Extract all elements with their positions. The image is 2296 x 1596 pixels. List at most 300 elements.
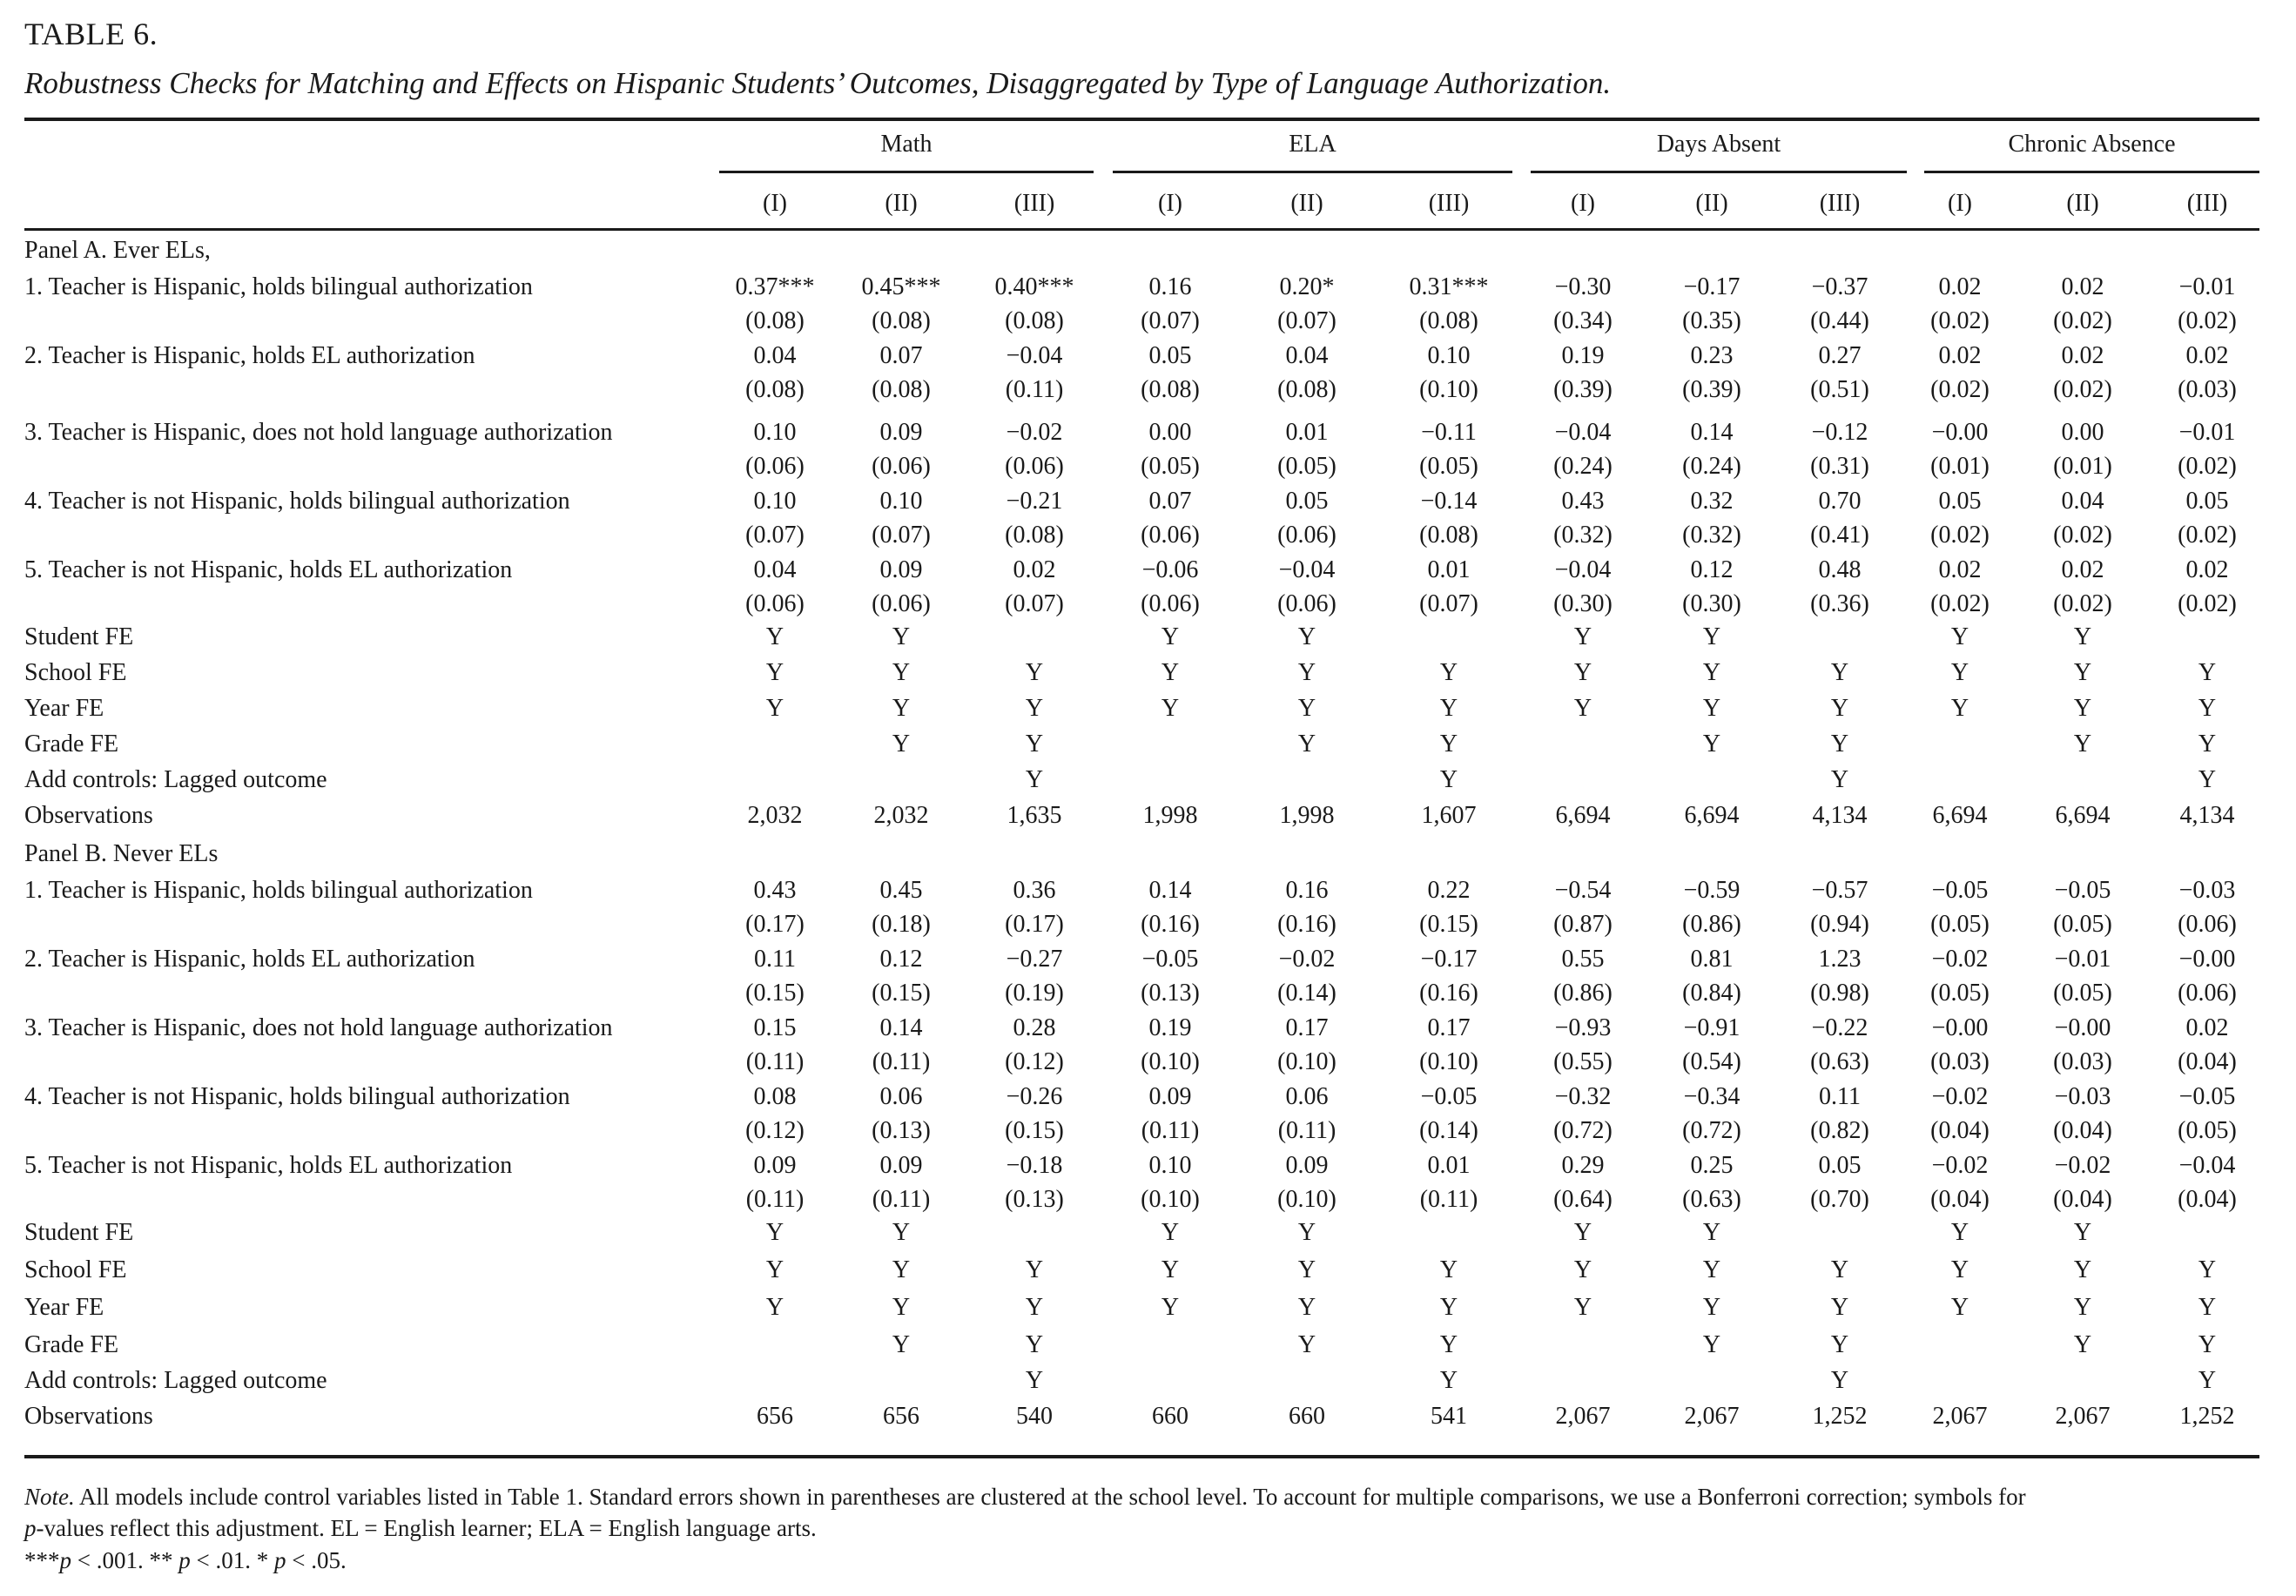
std-error-cell: (0.04) xyxy=(2053,1186,2112,1213)
spec-indicator-cell: Y xyxy=(1573,1256,1592,1283)
std-error-cell: (0.08) xyxy=(745,376,805,403)
spec-indicator-cell: Y xyxy=(765,1256,784,1283)
spec-indicator-cell: Y xyxy=(892,694,911,722)
std-error-cell: (0.10) xyxy=(1277,1048,1337,1075)
std-error-cell: (0.06) xyxy=(872,590,931,617)
std-error-cell: (0.32) xyxy=(1553,522,1613,549)
coefficient-cell: 0.01 xyxy=(1285,418,1329,446)
coefficient-cell: −0.02 xyxy=(1931,945,1989,973)
observations-cell: 540 xyxy=(1016,1402,1053,1430)
spec-indicator-cell: Y xyxy=(765,694,784,722)
coefficient-cell: 0.20* xyxy=(1279,273,1335,300)
coefficient-cell: 0.11 xyxy=(754,945,796,973)
column-group-ela: ELA xyxy=(1289,131,1337,158)
spec-indicator-cell: Y xyxy=(1297,1256,1316,1283)
coefficient-cell: −0.01 xyxy=(2178,418,2236,446)
note-line-2 xyxy=(24,1515,817,1542)
std-error-cell: (0.10) xyxy=(1141,1048,1200,1075)
spec-indicator-cell: Y xyxy=(1573,1218,1592,1246)
std-error-cell: (0.02) xyxy=(2053,376,2112,403)
column-group-underline xyxy=(719,171,1094,173)
column-header: (III) xyxy=(1013,190,1055,217)
coefficient-cell: 0.09 xyxy=(879,1151,923,1179)
coefficient-cell: 0.04 xyxy=(1285,341,1329,369)
column-group-math: Math xyxy=(880,131,933,158)
coefficient-cell: 0.02 xyxy=(2061,273,2104,300)
std-error-cell: (0.11) xyxy=(1005,376,1064,403)
coefficient-cell: −0.04 xyxy=(1006,341,1063,369)
spec-indicator-cell: Y xyxy=(1573,1293,1592,1321)
observations-cell: 2,067 xyxy=(2055,1402,2111,1430)
row-label: 1. Teacher is Hispanic, holds bilingual authorization xyxy=(24,273,533,300)
coefficient-cell: 0.10 xyxy=(1427,341,1471,369)
spec-indicator-cell: Y xyxy=(2198,765,2217,793)
spec-indicator-cell: Y xyxy=(1439,1256,1458,1283)
spec-indicator-cell: Y xyxy=(2073,1293,2092,1321)
std-error-cell: (0.15) xyxy=(1005,1117,1064,1144)
spec-label: Grade FE xyxy=(24,730,119,758)
spec-indicator-cell: Y xyxy=(1297,1218,1316,1246)
std-error-cell: (0.39) xyxy=(1682,376,1741,403)
std-error-cell: (0.07) xyxy=(1141,307,1200,334)
std-error-cell: (0.04) xyxy=(2053,1117,2112,1144)
spec-indicator-cell: Y xyxy=(1439,694,1458,722)
coefficient-cell: −0.17 xyxy=(1420,945,1478,973)
std-error-cell: (0.11) xyxy=(1277,1117,1337,1144)
coefficient-cell: −0.57 xyxy=(1811,876,1868,904)
coefficient-cell: 0.02 xyxy=(1013,556,1056,583)
observations-cell: 6,694 xyxy=(1932,801,1988,829)
coefficient-cell: 0.45 xyxy=(879,876,923,904)
std-error-cell: (0.13) xyxy=(872,1117,931,1144)
spec-indicator-cell: Y xyxy=(2198,730,2217,758)
coefficient-cell: 0.31*** xyxy=(1409,273,1489,300)
spec-indicator-cell: Y xyxy=(1950,1256,1969,1283)
observations-cell: 660 xyxy=(1289,1402,1325,1430)
std-error-cell: (0.06) xyxy=(872,453,931,480)
std-error-cell: (0.05) xyxy=(1930,980,1990,1007)
spec-indicator-cell: Y xyxy=(765,1218,784,1246)
std-error-cell: (0.02) xyxy=(2178,522,2237,549)
coefficient-cell: 0.43 xyxy=(1561,487,1605,515)
coefficient-cell: −0.01 xyxy=(2054,945,2111,973)
std-error-cell: (0.02) xyxy=(2178,590,2237,617)
coefficient-cell: 0.43 xyxy=(753,876,797,904)
observations-cell: 6,694 xyxy=(1555,801,1611,829)
coefficient-cell: −0.37 xyxy=(1811,273,1868,300)
std-error-cell: (0.05) xyxy=(1277,453,1337,480)
spec-indicator-cell: Y xyxy=(765,658,784,686)
std-error-cell: (0.44) xyxy=(1810,307,1869,334)
spec-indicator-cell: Y xyxy=(1702,1218,1721,1246)
spec-indicator-cell: Y xyxy=(1297,730,1316,758)
std-error-cell: (0.01) xyxy=(2053,453,2112,480)
observations-cell: 2,032 xyxy=(747,801,803,829)
column-header: (II) xyxy=(1695,190,1728,217)
row-label: 2. Teacher is Hispanic, holds EL authorization xyxy=(24,945,475,973)
coefficient-cell: −0.12 xyxy=(1811,418,1868,446)
coefficient-cell: 0.02 xyxy=(2185,556,2229,583)
column-header: (I) xyxy=(1948,190,1972,217)
std-error-cell: (0.04) xyxy=(1930,1186,1990,1213)
spec-indicator-cell: Y xyxy=(1297,1330,1316,1358)
std-error-cell: (0.15) xyxy=(872,980,931,1007)
coefficient-cell: −0.03 xyxy=(2178,876,2236,904)
std-error-cell: (0.04) xyxy=(2178,1186,2237,1213)
coefficient-cell: 0.27 xyxy=(1818,341,1862,369)
observations-cell: 4,134 xyxy=(2179,801,2235,829)
std-error-cell: (0.06) xyxy=(1141,590,1200,617)
coefficient-cell: −0.02 xyxy=(2054,1151,2111,1179)
std-error-cell: (0.19) xyxy=(1005,980,1064,1007)
std-error-cell: (0.63) xyxy=(1682,1186,1741,1213)
std-error-cell: (0.06) xyxy=(1141,522,1200,549)
coefficient-cell: 0.00 xyxy=(2061,418,2104,446)
std-error-cell: (0.31) xyxy=(1810,453,1869,480)
spec-label: Add controls: Lagged outcome xyxy=(24,765,327,793)
std-error-cell: (0.03) xyxy=(2178,376,2237,403)
spec-indicator-cell: Y xyxy=(1297,623,1316,650)
std-error-cell: (0.12) xyxy=(745,1117,805,1144)
std-error-cell: (0.04) xyxy=(1930,1117,1990,1144)
std-error-cell: (0.15) xyxy=(745,980,805,1007)
std-error-cell: (0.02) xyxy=(2053,307,2112,334)
coefficient-cell: 0.10 xyxy=(1148,1151,1192,1179)
spec-indicator-cell: Y xyxy=(1830,1256,1849,1283)
std-error-cell: (0.07) xyxy=(1419,590,1478,617)
spec-indicator-cell: Y xyxy=(1297,1293,1316,1321)
spec-indicator-cell: Y xyxy=(1830,1330,1849,1358)
coefficient-cell: 0.14 xyxy=(879,1013,923,1041)
spec-indicator-cell: Y xyxy=(1025,1366,1044,1394)
coefficient-cell: 0.19 xyxy=(1561,341,1605,369)
coefficient-cell: −0.00 xyxy=(1931,418,1989,446)
coefficient-cell: 0.81 xyxy=(1690,945,1734,973)
coefficient-cell: −0.34 xyxy=(1683,1082,1741,1110)
observations-cell: 1,252 xyxy=(2179,1402,2235,1430)
std-error-cell: (0.72) xyxy=(1553,1117,1613,1144)
column-header: (III) xyxy=(2186,190,2228,217)
std-error-cell: (0.14) xyxy=(1419,1117,1478,1144)
coefficient-cell: −0.91 xyxy=(1683,1013,1741,1041)
coefficient-cell: −0.04 xyxy=(2178,1151,2236,1179)
spec-label: Year FE xyxy=(24,1293,104,1321)
coefficient-cell: 0.19 xyxy=(1148,1013,1192,1041)
sig-stars: *** xyxy=(24,1547,60,1573)
coefficient-cell: −0.05 xyxy=(1141,945,1199,973)
spec-label: Add controls: Lagged outcome xyxy=(24,1366,327,1394)
std-error-cell: (0.10) xyxy=(1277,1186,1337,1213)
spec-indicator-cell: Y xyxy=(2073,694,2092,722)
column-group-days-absent: Days Absent xyxy=(1656,131,1781,158)
spec-indicator-cell: Y xyxy=(1950,658,1969,686)
coefficient-cell: −0.26 xyxy=(1006,1082,1063,1110)
std-error-cell: (0.24) xyxy=(1682,453,1741,480)
std-error-cell: (0.06) xyxy=(1277,590,1337,617)
coefficient-cell: −0.03 xyxy=(2054,1082,2111,1110)
coefficient-cell: −0.05 xyxy=(1931,876,1989,904)
spec-indicator-cell: Y xyxy=(2073,730,2092,758)
std-error-cell: (0.10) xyxy=(1419,1048,1478,1075)
coefficient-cell: −0.32 xyxy=(1554,1082,1612,1110)
coefficient-cell: 0.14 xyxy=(1148,876,1192,904)
column-header: (I) xyxy=(1571,190,1595,217)
spec-indicator-cell: Y xyxy=(2198,1256,2217,1283)
std-error-cell: (0.02) xyxy=(2178,307,2237,334)
sig-text-3: < .05. xyxy=(286,1547,347,1573)
coefficient-cell: 0.04 xyxy=(753,556,797,583)
coefficient-cell: 0.48 xyxy=(1818,556,1862,583)
std-error-cell: (0.11) xyxy=(872,1186,931,1213)
coefficient-cell: 0.08 xyxy=(753,1082,797,1110)
std-error-cell: (0.41) xyxy=(1810,522,1869,549)
coefficient-cell: 0.09 xyxy=(1148,1082,1192,1110)
spec-indicator-cell: Y xyxy=(1702,1293,1721,1321)
std-error-cell: (0.87) xyxy=(1553,911,1613,938)
coefficient-cell: 0.06 xyxy=(879,1082,923,1110)
std-error-cell: (0.02) xyxy=(2053,590,2112,617)
spec-indicator-cell: Y xyxy=(892,1293,911,1321)
spec-indicator-cell: Y xyxy=(892,1256,911,1283)
std-error-cell: (0.32) xyxy=(1682,522,1741,549)
std-error-cell: (0.16) xyxy=(1141,911,1200,938)
coefficient-cell: 0.04 xyxy=(753,341,797,369)
std-error-cell: (0.02) xyxy=(1930,522,1990,549)
sig-text-1: < .001. ** xyxy=(71,1547,179,1573)
coefficient-cell: 0.05 xyxy=(1818,1151,1862,1179)
std-error-cell: (0.02) xyxy=(2178,453,2237,480)
sig-text-2: < .01. * xyxy=(190,1547,274,1573)
spec-indicator-cell: Y xyxy=(1297,694,1316,722)
sig-p-1: p xyxy=(59,1547,71,1573)
coefficient-cell: −0.27 xyxy=(1006,945,1063,973)
std-error-cell: (0.11) xyxy=(1419,1186,1478,1213)
row-label: 1. Teacher is Hispanic, holds bilingual authorization xyxy=(24,876,533,904)
panel-label: Panel B. Never ELs xyxy=(24,840,219,867)
spec-indicator-cell: Y xyxy=(1573,658,1592,686)
table-subtitle: Robustness Checks for Matching and Effects on Hispanic Students’ Outcomes, Disaggregated by Type of Language Authorization. xyxy=(24,66,1612,100)
note-lead: Note. xyxy=(24,1484,75,1510)
std-error-cell: (0.86) xyxy=(1682,911,1741,938)
coefficient-cell: 0.12 xyxy=(879,945,923,973)
spec-indicator-cell: Y xyxy=(2198,1293,2217,1321)
coefficient-cell: 0.05 xyxy=(1285,487,1329,515)
observations-cell: 541 xyxy=(1431,1402,1467,1430)
spec-indicator-cell: Y xyxy=(892,623,911,650)
coefficient-cell: 0.09 xyxy=(879,418,923,446)
column-group-underline xyxy=(1113,171,1512,173)
observations-cell: 1,998 xyxy=(1142,801,1198,829)
coefficient-cell: 0.15 xyxy=(753,1013,797,1041)
spec-indicator-cell: Y xyxy=(1161,694,1180,722)
std-error-cell: (0.08) xyxy=(1277,376,1337,403)
std-error-cell: (0.08) xyxy=(1141,376,1200,403)
row-label: 5. Teacher is not Hispanic, holds EL authorization xyxy=(24,1151,513,1179)
coefficient-cell: 0.29 xyxy=(1561,1151,1605,1179)
coefficient-cell: −0.04 xyxy=(1554,556,1612,583)
coefficient-cell: 0.02 xyxy=(1938,273,1982,300)
row-label: 4. Teacher is not Hispanic, holds bilingual authorization xyxy=(24,487,570,515)
spec-indicator-cell: Y xyxy=(1439,1366,1458,1394)
coefficient-cell: −0.04 xyxy=(1554,418,1612,446)
coefficient-cell: 0.02 xyxy=(2061,341,2104,369)
spec-indicator-cell: Y xyxy=(1702,658,1721,686)
std-error-cell: (0.05) xyxy=(2178,1117,2237,1144)
std-error-cell: (0.17) xyxy=(1005,911,1064,938)
coefficient-cell: −0.02 xyxy=(1931,1082,1989,1110)
spec-indicator-cell: Y xyxy=(1702,623,1721,650)
coefficient-cell: 0.07 xyxy=(879,341,923,369)
coefficient-cell: 0.10 xyxy=(753,418,797,446)
spec-indicator-cell: Y xyxy=(892,658,911,686)
std-error-cell: (0.63) xyxy=(1810,1048,1869,1075)
observations-cell: 1,998 xyxy=(1279,801,1335,829)
spec-indicator-cell: Y xyxy=(892,1330,911,1358)
coefficient-cell: 0.55 xyxy=(1561,945,1605,973)
column-header: (II) xyxy=(885,190,918,217)
note-text-2: -values reflect this adjustment. EL = English learner; ELA = English language arts. xyxy=(36,1515,817,1541)
coefficient-cell: 0.05 xyxy=(1148,341,1192,369)
spec-indicator-cell: Y xyxy=(1439,1293,1458,1321)
std-error-cell: (0.03) xyxy=(2053,1048,2112,1075)
spec-label: School FE xyxy=(24,658,127,686)
coefficient-cell: −0.05 xyxy=(2178,1082,2236,1110)
row-label: 5. Teacher is not Hispanic, holds EL authorization xyxy=(24,556,513,583)
coefficient-cell: 0.70 xyxy=(1818,487,1862,515)
spec-indicator-cell: Y xyxy=(1297,658,1316,686)
std-error-cell: (0.02) xyxy=(1930,307,1990,334)
row-label: 4. Teacher is not Hispanic, holds bilingual authorization xyxy=(24,1082,570,1110)
coefficient-cell: 0.22 xyxy=(1427,876,1471,904)
std-error-cell: (0.08) xyxy=(872,307,931,334)
spec-indicator-cell: Y xyxy=(1702,1256,1721,1283)
std-error-cell: (0.08) xyxy=(1419,522,1478,549)
std-error-cell: (0.82) xyxy=(1810,1117,1869,1144)
std-error-cell: (0.08) xyxy=(1005,522,1064,549)
coefficient-cell: 0.02 xyxy=(2185,1013,2229,1041)
column-group-chronic-absence: Chronic Absence xyxy=(2008,131,2176,158)
coefficient-cell: 0.02 xyxy=(2061,556,2104,583)
column-group-underline xyxy=(1531,171,1907,173)
spec-indicator-cell: Y xyxy=(1950,694,1969,722)
coefficient-cell: 0.02 xyxy=(1938,556,1982,583)
spec-indicator-cell: Y xyxy=(1439,658,1458,686)
note-p-italic: p xyxy=(24,1515,37,1541)
coefficient-cell: −0.30 xyxy=(1554,273,1612,300)
std-error-cell: (0.04) xyxy=(2178,1048,2237,1075)
spec-indicator-cell: Y xyxy=(1950,1218,1969,1246)
observations-cell: 2,067 xyxy=(1555,1402,1611,1430)
std-error-cell: (0.05) xyxy=(2053,911,2112,938)
coefficient-cell: 1.23 xyxy=(1818,945,1862,973)
row-label: 3. Teacher is Hispanic, does not hold language authorization xyxy=(24,418,613,446)
std-error-cell: (0.08) xyxy=(1419,307,1478,334)
std-error-cell: (0.06) xyxy=(1277,522,1337,549)
column-group-underline xyxy=(1924,171,2259,173)
spec-indicator-cell: Y xyxy=(1025,1256,1044,1283)
std-error-cell: (0.14) xyxy=(1277,980,1337,1007)
coefficient-cell: 0.05 xyxy=(2185,487,2229,515)
row-label: 3. Teacher is Hispanic, does not hold language authorization xyxy=(24,1013,613,1041)
observations-cell: 2,032 xyxy=(873,801,929,829)
coefficient-cell: 0.23 xyxy=(1690,341,1734,369)
sig-p-2: p xyxy=(178,1547,191,1573)
coefficient-cell: 0.09 xyxy=(1285,1151,1329,1179)
spec-indicator-cell: Y xyxy=(1573,694,1592,722)
coefficient-cell: −0.04 xyxy=(1278,556,1336,583)
observations-cell: 6,694 xyxy=(1684,801,1740,829)
spec-indicator-cell: Y xyxy=(1161,1218,1180,1246)
std-error-cell: (0.10) xyxy=(1141,1186,1200,1213)
coefficient-cell: 0.17 xyxy=(1427,1013,1471,1041)
coefficient-cell: 0.40*** xyxy=(994,273,1074,300)
coefficient-cell: 0.09 xyxy=(753,1151,797,1179)
coefficient-cell: 0.05 xyxy=(1938,487,1982,515)
std-error-cell: (0.15) xyxy=(1419,911,1478,938)
header-rule xyxy=(24,228,2259,231)
std-error-cell: (0.10) xyxy=(1419,376,1478,403)
column-header: (III) xyxy=(1428,190,1470,217)
std-error-cell: (0.35) xyxy=(1682,307,1741,334)
panel-label: Panel A. Ever ELs, xyxy=(24,237,211,264)
std-error-cell: (0.07) xyxy=(1277,307,1337,334)
spec-indicator-cell: Y xyxy=(2073,623,2092,650)
std-error-cell: (0.11) xyxy=(745,1048,805,1075)
coefficient-cell: 0.00 xyxy=(1148,418,1192,446)
std-error-cell: (0.05) xyxy=(1419,453,1478,480)
coefficient-cell: −0.00 xyxy=(1931,1013,1989,1041)
significance-legend xyxy=(24,1547,347,1574)
std-error-cell: (0.01) xyxy=(1930,453,1990,480)
std-error-cell: (0.03) xyxy=(1930,1048,1990,1075)
spec-indicator-cell: Y xyxy=(1025,1293,1044,1321)
observations-cell: 660 xyxy=(1152,1402,1188,1430)
spec-label: Student FE xyxy=(24,1218,134,1246)
spec-indicator-cell: Y xyxy=(2073,1256,2092,1283)
coefficient-cell: −0.17 xyxy=(1683,273,1741,300)
coefficient-cell: 0.12 xyxy=(1690,556,1734,583)
spec-indicator-cell: Y xyxy=(1573,623,1592,650)
std-error-cell: (0.02) xyxy=(2053,522,2112,549)
column-header: (I) xyxy=(1158,190,1182,217)
coefficient-cell: −0.59 xyxy=(1683,876,1741,904)
std-error-cell: (0.70) xyxy=(1810,1186,1869,1213)
coefficient-cell: −0.18 xyxy=(1006,1151,1063,1179)
spec-indicator-cell: Y xyxy=(2198,1330,2217,1358)
spec-indicator-cell: Y xyxy=(1950,1293,1969,1321)
std-error-cell: (0.05) xyxy=(2053,980,2112,1007)
spec-indicator-cell: Y xyxy=(2198,658,2217,686)
row-label: 2. Teacher is Hispanic, holds EL authorization xyxy=(24,341,475,369)
coefficient-cell: −0.06 xyxy=(1141,556,1199,583)
observations-cell: 6,694 xyxy=(2055,801,2111,829)
coefficient-cell: 0.07 xyxy=(1148,487,1192,515)
sig-p-3: p xyxy=(273,1547,286,1573)
std-error-cell: (0.12) xyxy=(1005,1048,1064,1075)
spec-indicator-cell: Y xyxy=(2073,1330,2092,1358)
column-header: (I) xyxy=(763,190,787,217)
coefficient-cell: −0.11 xyxy=(1421,418,1477,446)
observations-cell: 4,134 xyxy=(1812,801,1868,829)
column-header: (II) xyxy=(1290,190,1323,217)
coefficient-cell: −0.14 xyxy=(1420,487,1478,515)
spec-label: Observations xyxy=(24,1402,153,1430)
std-error-cell: (0.39) xyxy=(1553,376,1613,403)
spec-indicator-cell: Y xyxy=(1702,1330,1721,1358)
coefficient-cell: −0.01 xyxy=(2178,273,2236,300)
column-header: (III) xyxy=(1819,190,1861,217)
spec-label: Grade FE xyxy=(24,1330,119,1358)
